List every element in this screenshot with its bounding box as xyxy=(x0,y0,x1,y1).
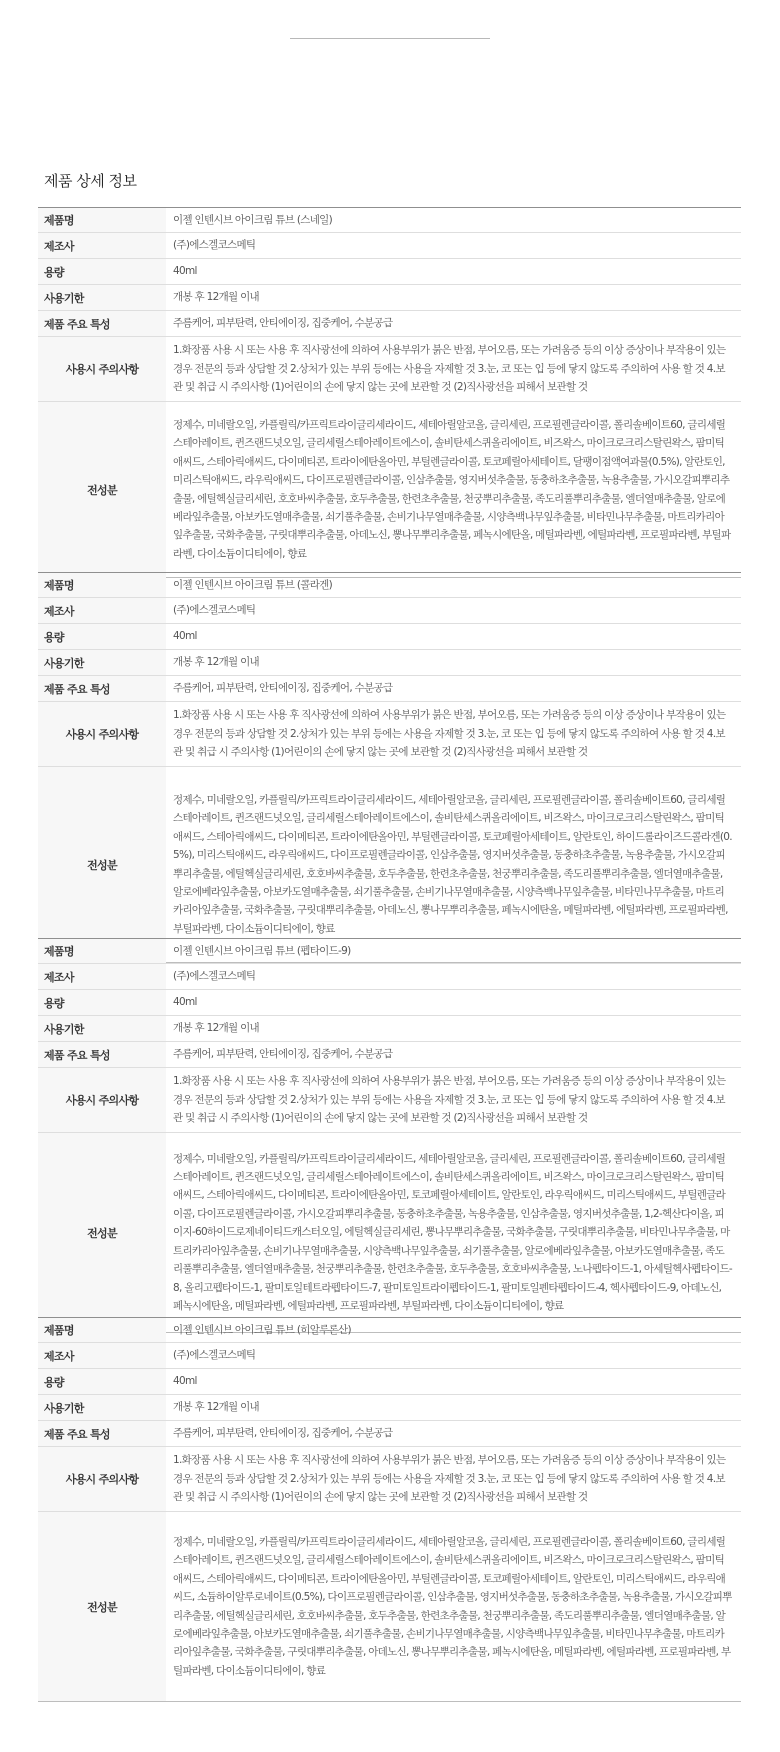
row-manufacturer xyxy=(38,598,741,624)
field-label-expiry: 사용기한 xyxy=(38,1395,166,1421)
field-label-expiry: 사용기한 xyxy=(38,650,166,676)
cautions-value: 1.화장품 사용 시 또는 사용 후 직사광선에 의하여 사용부위가 붉은 반점, 부어오름, 또는 가려움증 등의 이상 증상이나 부작용이 있는 경우 전문의 등과 상담할 것 2.상처가 있는 부위 등에는 사용을 자제할 것 3.눈, 코 또는 입 등에 닿지 않도록 주의하여 사용 할 것 4.보관 및 취급 시 주의사항 (1)어린이의 손에 닿지 않는 곳에 보관할 것 (2)직사광선을 피해서 보관할 것 xyxy=(166,1068,741,1133)
field-label-ingredients: 전성분 xyxy=(38,767,166,963)
cautions-value: 1.화장품 사용 시 또는 사용 후 직사광선에 의하여 사용부위가 붉은 반점, 부어오름, 또는 가려움증 등의 이상 증상이나 부작용이 있는 경우 전문의 등과 상담할 것 2.상처가 있는 부위 등에는 사용을 자제할 것 3.눈, 코 또는 입 등에 닿지 않도록 주의하여 사용 할 것 4.보관 및 취급 시 주의사항 (1)어린이의 손에 닿지 않는 곳에 보관할 것 (2)직사광선을 피해서 보관할 것 xyxy=(166,337,741,402)
row-features xyxy=(38,676,741,702)
field-label-ingredients: 전성분 xyxy=(38,1512,166,1702)
ingredients-value: 정제수, 미네랄오일, 카플릴릭/카프릭트라이글리세라이드, 세테아릴알코올, 글리세린, 프로필렌글라이콜, 폴리솔베이트60, 글리세릴스테아레이트, 퀸즈랜드넛오일, 글리세릴스테아레이트에스이, 솔비탄세스퀴올리에이트, 비즈왁스, 마이크로크리스탈린왁스, 팜미틱애씨드, 스테아릭애씨드, 다이메티콘, 트라이에탄올아민, 부틸렌글라이콜, 토코페릴아세테이트, 알란토인, 하이드롤라이즈드콜라겐(0.5%), 미리스틱애씨드, 라우릭애씨드, 다이프로필렌글라이콜, 인삼추출물, 영지버섯추출물, 동충하초추출물, 녹용추출물, 가시오갈피뿌리추출물, 에틸헥실글리세린, 호호바씨추출물, 호두추출물, 한련초추출물, 천궁뿌리추출물, 족도리풀뿌리추출물, 엘더열매추출물, 알로에베라잎추출물, 아보카도열매추출물, 쇠기풀추출물, 손비기나무열매추출물, 시양측백나무잎추출물, 비타민나무추출물, 마트리카리아잎추출물, 국화추출물, 구릿대뿌리추출물, 아데노신, 뽕나무뿌리추출물, 페녹시에탄올, 메틸파라벤, 에틸파라벤, 프로필파라벤, 부틸파라벤, 다이소듐이디티에이, 향료 xyxy=(166,767,741,963)
volume-value: 40ml xyxy=(166,1369,741,1395)
features-value: 주름케어, 피부탄력, 안티에이징, 집중케어, 수분공급 xyxy=(166,1042,741,1068)
field-label-name: 제품명 xyxy=(38,208,166,233)
field-label-cautions: 사용시 주의사항 xyxy=(38,702,166,767)
row-volume xyxy=(38,259,741,285)
row-ingredients xyxy=(38,402,741,578)
product-name-value: 이젤 인텐시브 아이크림 튜브 (스네일) xyxy=(166,208,741,233)
manufacturer-value: (주)에스겔코스메틱 xyxy=(166,598,741,624)
ingredients-value: 정제수, 미네랄오일, 카플릴릭/카프릭트라이글리세라이드, 세테아릴알코올, 글리세린, 프로필렌글라이콜, 폴리솔베이트60, 글리세릴스테아레이트, 퀸즈랜드넛오일, 글리세릴스테아레이트에스이, 솔비탄세스퀴올리에이트, 비즈왁스, 마이크로크리스탈린왁스, 팜미틱애씨드, 스테아릭애씨드, 다이메티콘, 트라이에탄올아민, 부틸렌글라이콜, 토코페릴아세테이트, 달팽이점액여과물(0.5%), 알란토인, 미리스틱애씨드, 라우릭애씨드, 다이프로필렌글라이콜, 인삼추출물, 영지버섯추출물, 동충하초추출물, 녹용추출물, 가시오갈피뿌리추출물, 에틸헥실글리세린, 호호바씨추출물, 호두추출물, 한련초추출물, 천궁뿌리추출물, 족도리풀뿌리추출물, 엘더열매추출물, 알로에베라잎추출물, 아보카도열매추출물, 쇠기풀추출물, 손비기나무열매추출물, 시양측백나무잎추출물, 비타민나무추출물, 마트리카리아잎추출물, 국화추출물, 구릿대뿌리추출물, 아데노신, 뽕나무뿌리추출물, 페녹시에탄올, 메틸파라벤, 에틸파라벤, 프로필파라벤, 부틸파라벤, 다이소듐이디티에이, 향료 xyxy=(166,402,741,578)
features-value: 주름케어, 피부탄력, 안티에이징, 집중케어, 수분공급 xyxy=(166,676,741,702)
row-name xyxy=(38,939,741,964)
field-label-expiry: 사용기한 xyxy=(38,285,166,311)
manufacturer-value: (주)에스겔코스메틱 xyxy=(166,1343,741,1369)
row-ingredients xyxy=(38,1133,741,1333)
field-label-cautions: 사용시 주의사항 xyxy=(38,1447,166,1512)
row-expiry xyxy=(38,1395,741,1421)
field-label-manufacturer: 제조사 xyxy=(38,964,166,990)
features-value: 주름케어, 피부탄력, 안티에이징, 집중케어, 수분공급 xyxy=(166,311,741,337)
field-label-volume: 용량 xyxy=(38,1369,166,1395)
product-spec-table-snail xyxy=(38,207,741,578)
cautions-value: 1.화장품 사용 시 또는 사용 후 직사광선에 의하여 사용부위가 붉은 반점, 부어오름, 또는 가려움증 등의 이상 증상이나 부작용이 있는 경우 전문의 등과 상담할 것 2.상처가 있는 부위 등에는 사용을 자제할 것 3.눈, 코 또는 입 등에 닿지 않도록 주의하여 사용 할 것 4.보관 및 취급 시 주의사항 (1)어린이의 손에 닿지 않는 곳에 보관할 것 (2)직사광선을 피해서 보관할 것 xyxy=(166,1447,741,1512)
field-label-cautions: 사용시 주의사항 xyxy=(38,337,166,402)
expiry-value: 개봉 후 12개월 이내 xyxy=(166,1395,741,1421)
field-label-features: 제품 주요 특성 xyxy=(38,1421,166,1447)
field-label-features: 제품 주요 특성 xyxy=(38,676,166,702)
row-name xyxy=(38,208,741,233)
row-cautions xyxy=(38,337,741,402)
field-label-manufacturer: 제조사 xyxy=(38,233,166,259)
row-volume xyxy=(38,1369,741,1395)
row-cautions xyxy=(38,702,741,767)
field-label-manufacturer: 제조사 xyxy=(38,598,166,624)
manufacturer-value: (주)에스겔코스메틱 xyxy=(166,964,741,990)
row-volume xyxy=(38,990,741,1016)
section-heading: 제품 상세 정보 xyxy=(44,172,137,190)
row-cautions xyxy=(38,1068,741,1133)
field-label-ingredients: 전성분 xyxy=(38,402,166,578)
expiry-value: 개봉 후 12개월 이내 xyxy=(166,285,741,311)
row-expiry xyxy=(38,650,741,676)
expiry-value: 개봉 후 12개월 이내 xyxy=(166,650,741,676)
row-expiry xyxy=(38,285,741,311)
field-label-expiry: 사용기한 xyxy=(38,1016,166,1042)
volume-value: 40ml xyxy=(166,624,741,650)
features-value: 주름케어, 피부탄력, 안티에이징, 집중케어, 수분공급 xyxy=(166,1421,741,1447)
row-ingredients xyxy=(38,767,741,963)
row-expiry xyxy=(38,1016,741,1042)
field-label-name: 제품명 xyxy=(38,1318,166,1343)
cautions-value: 1.화장품 사용 시 또는 사용 후 직사광선에 의하여 사용부위가 붉은 반점, 부어오름, 또는 가려움증 등의 이상 증상이나 부작용이 있는 경우 전문의 등과 상담할 것 2.상처가 있는 부위 등에는 사용을 자제할 것 3.눈, 코 또는 입 등에 닿지 않도록 주의하여 사용 할 것 4.보관 및 취급 시 주의사항 (1)어린이의 손에 닿지 않는 곳에 보관할 것 (2)직사광선을 피해서 보관할 것 xyxy=(166,702,741,767)
row-name xyxy=(38,1318,741,1343)
field-label-volume: 용량 xyxy=(38,259,166,285)
manufacturer-value: (주)에스겔코스메틱 xyxy=(166,233,741,259)
field-label-name: 제품명 xyxy=(38,573,166,598)
field-label-manufacturer: 제조사 xyxy=(38,1343,166,1369)
row-cautions xyxy=(38,1447,741,1512)
row-manufacturer xyxy=(38,1343,741,1369)
product-name-value: 이젤 인텐시브 아이크림 튜브 (히알루론산) xyxy=(166,1318,741,1343)
row-features xyxy=(38,1042,741,1068)
field-label-volume: 용량 xyxy=(38,624,166,650)
product-spec-table-collagen xyxy=(38,572,741,963)
product-spec-table-peptide xyxy=(38,938,741,1333)
field-label-name: 제품명 xyxy=(38,939,166,964)
field-label-cautions: 사용시 주의사항 xyxy=(38,1068,166,1133)
ingredients-value: 정제수, 미네랄오일, 카플릴릭/카프릭트라이글리세라이드, 세테아릴알코올, 글리세린, 프로필렌글라이콜, 폴리솔베이트60, 글리세릴스테아레이트, 퀸즈랜드넛오일, 글리세릴스테아레이트에스이, 솔비탄세스퀴올리에이트, 비즈왁스, 마이크로크리스탈린왁스, 팜미틱애씨드, 스테아릭애씨드, 다이메티콘, 트라이에탄올아민, 토코페릴아세테이트, 알란토인, 라우릭애씨드, 미리스틱애씨드, 부틸렌글라이콜, 다이프로필렌글라이콜, 가시오갈피뿌리추출물, 동충하초추출물, 녹용추출물, 인삼추출물, 영지버섯추출물, 1,2-헥산다이올, 피이지-60하이드로제네이티드캐스터오일, 에틸헥실글리세린, 뽕나무뿌리추출물, 국화추출물, 구릿대뿌리추출물, 비타민나무추출물, 마트리카리아잎추출물, 손비기나무열매추출물, 시양측백나무잎추출물, 쇠기풀추출물, 알로에베라잎추출물, 아보카도열매추출물, 족도리풀뿌리추출물, 엘더열매추출물, 천궁뿌리추출물, 한련초추출물, 호두추출물, 호호바씨추출물, 노나펩타이드-1, 아세틸헥사펩타이드-8, 올리고펩타이드-1, 팔미토일테트라펩타이드-7, 팔미토일트라이펩타이드-1, 팔미토일펜타펩타이드-4, 헥사펩타이드-9, 아데노신, 페녹시에탄올, 메틸파라벤, 에틸파라벤, 프로필파라벤, 부틸파라벤, 다이소듐이디티에이, 향료 xyxy=(166,1133,741,1333)
row-features xyxy=(38,1421,741,1447)
row-manufacturer xyxy=(38,964,741,990)
row-manufacturer xyxy=(38,233,741,259)
field-label-ingredients: 전성분 xyxy=(38,1133,166,1333)
row-name xyxy=(38,573,741,598)
field-label-features: 제품 주요 특성 xyxy=(38,1042,166,1068)
row-volume xyxy=(38,624,741,650)
volume-value: 40ml xyxy=(166,990,741,1016)
expiry-value: 개봉 후 12개월 이내 xyxy=(166,1016,741,1042)
row-ingredients xyxy=(38,1512,741,1702)
top-divider xyxy=(290,38,490,39)
product-spec-table-hyaluronic xyxy=(38,1317,741,1702)
product-name-value: 이젤 인텐시브 아이크림 튜브 (펩타이드-9) xyxy=(166,939,741,964)
row-features xyxy=(38,311,741,337)
volume-value: 40ml xyxy=(166,259,741,285)
field-label-features: 제품 주요 특성 xyxy=(38,311,166,337)
product-name-value: 이젤 인텐시브 아이크림 튜브 (콜라겐) xyxy=(166,573,741,598)
ingredients-value: 정제수, 미네랄오일, 카플릴릭/카프릭트라이글리세라이드, 세테아릴알코올, 글리세린, 프로필렌글라이콜, 폴리솔베이트60, 글리세릴스테아레이트, 퀸즈랜드넛오일, 글리세릴스테아레이트에스이, 솔비탄세스퀴올리에이트, 비즈왁스, 마이크로크리스탈린왁스, 팜미틱애씨드, 스테아릭애씨드, 다이메티콘, 트라이에탄올아민, 부틸렌글라이콜, 토코페릴아세테이트, 알란토인, 미리스틱애씨드, 라우릭애씨드, 소듐하이알루로네이트(0.5%), 다이프로필렌글라이콜, 인삼추출물, 영지버섯추출물, 동충하초추출물, 녹용추출물, 가시오갈피뿌리추출물, 에틸헥실글리세린, 호호바씨추출물, 호두추출물, 한련초추출물, 천궁뿌리추출물, 족도리풀뿌리추출물, 엘더열매추출물, 알로에베라잎추출물, 아보카도열매추출물, 쇠기풀추출물, 손비기나무열매추출물, 시양측백나무잎추출물, 비타민나무추출물, 마트리카리아잎추출물, 국화추출물, 구릿대뿌리추출물, 아데노신, 뽕나무뿌리추출물, 페녹시에탄올, 메틸파라벤, 에틸파라벤, 프로필파라벤, 부틸파라벤, 다이소듐이디티에이, 향료 xyxy=(166,1512,741,1702)
field-label-volume: 용량 xyxy=(38,990,166,1016)
